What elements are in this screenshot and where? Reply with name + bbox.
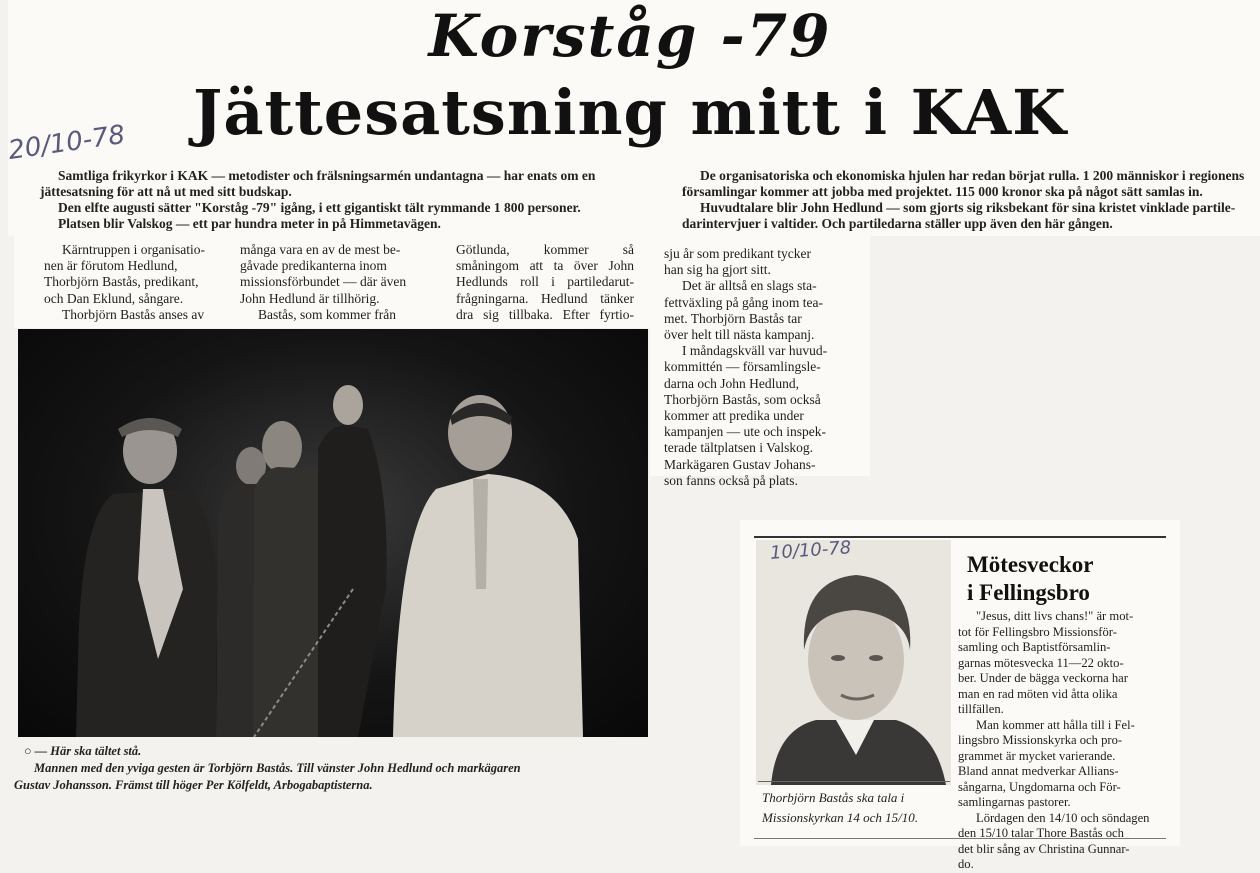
- column-line: småningom att ta över John: [456, 258, 634, 274]
- portrait-figure: [756, 540, 951, 785]
- handwritten-date-small: 10/10-78: [769, 537, 852, 564]
- small-body-line: Bland annat medverkar Allians-: [958, 764, 1119, 778]
- heading-line: i Fellingsbro: [967, 580, 1090, 605]
- small-body-line: Lördagen den 14/10 och söndagen: [976, 810, 1150, 825]
- column-line: met. Thorbjörn Bastås tar: [664, 310, 802, 326]
- column-line: kommittén — församlingsle-: [664, 359, 821, 375]
- article-column-2: [240, 242, 436, 323]
- article-column-1: [44, 242, 214, 323]
- portrait-caption-line: Thorbjörn Bastås ska tala i: [762, 790, 905, 805]
- column-line: sju år som predikant tycker: [664, 246, 811, 261]
- column-line: Markägaren Gustav Johans-: [664, 456, 816, 472]
- column-line: missionsförbundet — där även: [240, 274, 407, 290]
- column-line: över helt till nästa kampanj.: [664, 327, 815, 343]
- column-line: I måndagskväll var huvud-: [682, 343, 828, 359]
- small-body-line: do.: [958, 857, 974, 871]
- article-column-4: [664, 246, 860, 489]
- small-body-line: man en rad möten vid åtta olika: [958, 686, 1118, 701]
- column-line: Thorbjörn Bastås anses av: [62, 306, 205, 322]
- photo-caption: [14, 743, 654, 794]
- portrait-caption: [762, 788, 952, 828]
- small-body-line: garnas mötesvecka 11—22 okto-: [958, 655, 1124, 670]
- column-line: Götlunda, kommer så: [456, 242, 634, 257]
- small-body-line: lingsbro Missionskyrka och pro-: [958, 733, 1123, 747]
- column-line: darna och John Hedlund,: [664, 375, 799, 391]
- portrait-photo: [756, 540, 951, 785]
- caption-divider: [758, 781, 950, 782]
- heading-line: Mötesveckor: [967, 552, 1094, 577]
- column-line: han sig ha gjort sitt.: [664, 262, 771, 278]
- column-line: son fanns också på plats.: [664, 472, 798, 488]
- column-line: dra sig tillbaka. Efter fyrtio-: [456, 306, 634, 322]
- small-article-body: [958, 609, 1166, 873]
- small-body-line: samlingarnas pastorer.: [958, 795, 1071, 809]
- small-body-line: Man kommer att hålla till i Fel-: [976, 717, 1135, 732]
- portrait-caption-line: Missionskyrkan 14 och 15/10.: [762, 810, 918, 825]
- lead-right-line: Huvudtalare blir John Hedlund — som gjorts sig riksbekant för sina kristet vinklade partile-: [700, 200, 1236, 215]
- small-body-line: "Jesus, ditt livs chans!" är mot-: [976, 609, 1134, 623]
- lead-left-line: Samtliga frikyrkor i KAK — metodister och frälsningsarmén undantagna — har enats om en: [58, 168, 596, 183]
- column-line: gåvade predikanterna inom: [240, 258, 387, 274]
- column-line: Thorbjörn Bastås, som också: [664, 391, 821, 407]
- headline-subtitle: Jättesatsning mitt i KAK: [192, 76, 1068, 149]
- column-line: många vara en av de mest be-: [240, 242, 401, 257]
- small-body-line: ber. Under de bägga veckorna har: [958, 671, 1128, 685]
- column-line: Hedlunds roll i partiledarut-: [456, 274, 634, 290]
- column-line: John Hedlund är tillhörig.: [240, 290, 380, 306]
- small-body-line: den 15/10 talar Thore Bastås och: [958, 826, 1124, 840]
- caption-line: ○ — Här ska tältet stå.: [24, 744, 142, 758]
- column-line: fettväxling på gång inom tea-: [664, 294, 823, 310]
- lead-right-line: De organisatoriska och ekonomiska hjulen har redan börjat rulla. 1 200 människor i regionens: [700, 168, 1245, 183]
- column-line: och Dan Eklund, sångare.: [44, 290, 184, 306]
- lead-right: [682, 168, 1257, 232]
- column-line: kommer att predika under: [664, 408, 804, 424]
- small-article-heading: [967, 551, 1093, 607]
- column-line: Thorbjörn Bastås, predikant,: [44, 274, 199, 290]
- column-line: terade tältplatsen i Valskog.: [664, 440, 813, 456]
- small-body-line: det blir sång av Christina Gunnar-: [958, 841, 1130, 856]
- small-body-line: tillfällen.: [958, 702, 1004, 716]
- lead-left: [40, 168, 640, 232]
- small-body-line: tot för Fellingsbro Missionsför-: [958, 624, 1117, 639]
- headline-title: Korståg -79: [428, 2, 832, 70]
- news-photo: [18, 329, 648, 737]
- lead-left-line: Platsen blir Valskog — ett par hundra meter in på Himmetavägen.: [58, 216, 441, 231]
- caption-line: Mannen med den yviga gesten är Torbjörn Bastås. Till vänster John Hedlund och markägaren: [34, 761, 521, 775]
- lead-right-line: darintervjuer i valtider. Och partiledarna ställer upp även den här gången.: [682, 216, 1113, 231]
- column-line: Kärntruppen i organisatio-: [62, 242, 205, 257]
- column-line: nen är förutom Hedlund,: [44, 258, 178, 274]
- handwritten-date: 20/10-78: [6, 119, 127, 167]
- column-line: kampanjen — ute och inspek-: [664, 424, 826, 440]
- column-line: Bastås, som kommer från: [258, 306, 396, 322]
- small-body-line: grammet är mycket varierande.: [958, 748, 1116, 763]
- lead-left-line: Den elfte augusti sätter "Korståg -79" igång, i ett gigantiskt tält rymmande 1 800 personer.: [58, 200, 581, 215]
- photo-figures: [18, 329, 648, 737]
- article-column-3: [456, 242, 634, 323]
- column-line: frågningarna. Hedlund tänker: [456, 290, 634, 306]
- small-body-line: sångarna, Ungdomarna och För-: [958, 779, 1121, 794]
- small-body-line: samling och Baptistförsamlin-: [958, 640, 1111, 654]
- column-line: Det är alltså en slags sta-: [682, 278, 817, 294]
- lead-left-line: jättesatsning för att nå ut med sitt budskap.: [40, 184, 292, 199]
- lead-right-line: församlingar kommer att jobba med projektet. 115 000 kronor ska på något sätt samlas in.: [682, 184, 1203, 199]
- caption-line: Gustav Johansson. Främst till höger Per Kölfeldt, Arbogabaptisterna.: [14, 778, 373, 792]
